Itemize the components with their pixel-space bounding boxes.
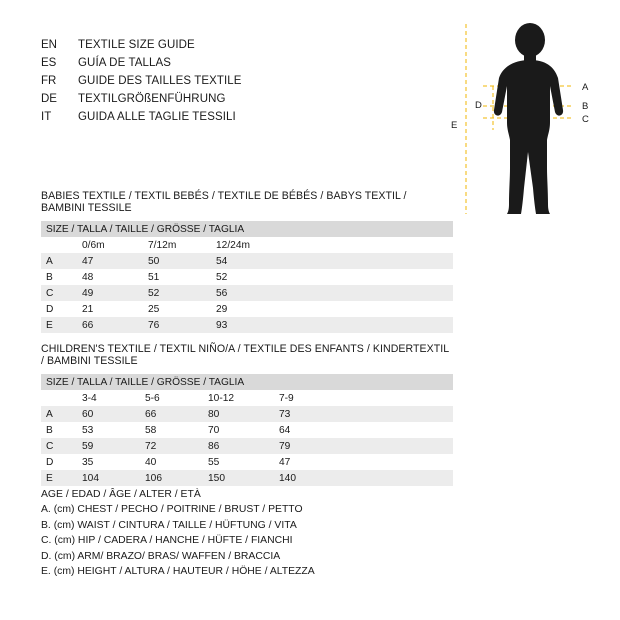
row-label: D — [41, 454, 79, 470]
language-list — [41, 36, 441, 126]
cell: 76 — [145, 317, 213, 333]
cell: 66 — [79, 317, 145, 333]
children-col-3: 10-12 — [205, 390, 276, 406]
legend-line-c: C. (cm) HIP / CADERA / HANCHE / HÜFTE / FIANCHI — [41, 535, 293, 547]
children-col-1: 3-4 — [79, 390, 142, 406]
language-text-es: GUÍA DE TALLAS — [78, 57, 172, 69]
legend-line-e: E. (cm) HEIGHT / ALTURA / HAUTEUR / HÖHE / ALTEZZA — [41, 566, 315, 578]
cell: 29 — [213, 301, 453, 317]
language-text-it: GUIDA ALLE TAGLIE TESSILI — [78, 111, 236, 123]
cell: 52 — [145, 285, 213, 301]
cell: 104 — [79, 470, 142, 486]
row-label: E — [41, 317, 79, 333]
cell: 86 — [205, 438, 276, 454]
babies-col-1: 0/6m — [79, 237, 145, 253]
babies-col-3: 12/24m — [213, 237, 453, 253]
babies-col-blank — [41, 237, 79, 253]
children-table — [41, 374, 453, 486]
cell: 80 — [205, 406, 276, 422]
language-row-it — [41, 108, 441, 126]
babies-section — [41, 190, 453, 333]
cell: 47 — [276, 454, 453, 470]
row-label: C — [41, 285, 79, 301]
children-size-header: SIZE / TALLA / TAILLE / GRÖSSE / TAGLIA — [41, 374, 453, 390]
body-figure — [445, 18, 605, 228]
cell: 55 — [205, 454, 276, 470]
cell: 52 — [213, 269, 453, 285]
babies-col-2: 7/12m — [145, 237, 213, 253]
row-label: B — [41, 422, 79, 438]
cell: 25 — [145, 301, 213, 317]
legend-line-a: A. (cm) CHEST / PECHO / POITRINE / BRUST / PETTO — [41, 504, 303, 516]
table-row — [41, 454, 453, 470]
cell: 47 — [79, 253, 145, 269]
cell: 79 — [276, 438, 453, 454]
row-label: A — [41, 406, 79, 422]
legend-title: AGE / EDAD / ÂGE / ALTER / ETÀ — [41, 489, 201, 500]
cell: 66 — [142, 406, 205, 422]
language-row-en — [41, 36, 441, 54]
cell: 58 — [142, 422, 205, 438]
babies-table — [41, 221, 453, 333]
cell: 59 — [79, 438, 142, 454]
cell: 60 — [79, 406, 142, 422]
cell: 56 — [213, 285, 453, 301]
cell: 70 — [205, 422, 276, 438]
figure-label-d: D — [475, 100, 482, 111]
language-row-de — [41, 90, 441, 108]
cell: 53 — [79, 422, 142, 438]
table-row — [41, 253, 453, 269]
language-code-en: EN — [41, 39, 57, 51]
cell: 50 — [145, 253, 213, 269]
children-col-2: 5-6 — [142, 390, 205, 406]
figure-label-b: B — [582, 101, 589, 112]
cell: 72 — [142, 438, 205, 454]
legend-line-d: D. (cm) ARM/ BRAZO/ BRAS/ WAFFEN / BRACCIA — [41, 550, 281, 562]
cell: 21 — [79, 301, 145, 317]
table-row — [41, 406, 453, 422]
babies-size-header: SIZE / TALLA / TAILLE / GRÖSSE / TAGLIA — [41, 221, 453, 237]
language-text-de: TEXTILGRÖßENFÜHRUNG — [78, 93, 226, 105]
children-section — [41, 343, 453, 486]
table-row — [41, 422, 453, 438]
babies-title: BABIES TEXTILE / TEXTIL BEBÉS / TEXTILE DE BÉBÉS / BABYS TEXTIL / BAMBINI TESSILE — [41, 190, 407, 214]
language-code-es: ES — [41, 57, 57, 69]
table-row — [41, 438, 453, 454]
row-label: C — [41, 438, 79, 454]
table-row — [41, 237, 453, 253]
table-row — [41, 285, 453, 301]
figure-label-c: C — [582, 114, 589, 125]
language-code-it: IT — [41, 111, 52, 123]
language-text-fr: GUIDE DES TAILLES TEXTILE — [78, 75, 242, 87]
cell: 48 — [79, 269, 145, 285]
table-row — [41, 390, 453, 406]
cell: 64 — [276, 422, 453, 438]
cell: 140 — [276, 470, 453, 486]
language-code-de: DE — [41, 93, 57, 105]
table-row — [41, 317, 453, 333]
legend — [41, 487, 461, 579]
figure-label-a: A — [582, 82, 589, 93]
legend-line-b: B. (cm) WAIST / CINTURA / TAILLE / HÜFTUNG / VITA — [41, 519, 297, 531]
table-row — [41, 221, 453, 237]
row-label: D — [41, 301, 79, 317]
children-title: CHILDREN'S TEXTILE / TEXTIL NIÑO/A / TEXTILE DES ENFANTS / KINDERTEXTIL / BAMBINI TESSILE — [41, 343, 449, 367]
children-col-blank — [41, 390, 79, 406]
children-col-4: 7-9 — [276, 390, 453, 406]
cell: 93 — [213, 317, 453, 333]
table-row — [41, 301, 453, 317]
cell: 40 — [142, 454, 205, 470]
language-text-en: TEXTILE SIZE GUIDE — [78, 39, 195, 51]
cell: 35 — [79, 454, 142, 470]
cell: 49 — [79, 285, 145, 301]
cell: 51 — [145, 269, 213, 285]
language-code-fr: FR — [41, 75, 57, 87]
figure-label-e: E — [451, 120, 458, 131]
language-row-es — [41, 54, 441, 72]
row-label: A — [41, 253, 79, 269]
row-label: E — [41, 470, 79, 486]
table-row — [41, 374, 453, 390]
row-label: B — [41, 269, 79, 285]
table-row — [41, 470, 453, 486]
cell: 106 — [142, 470, 205, 486]
cell: 73 — [276, 406, 453, 422]
table-row — [41, 269, 453, 285]
cell: 54 — [213, 253, 453, 269]
language-row-fr — [41, 72, 441, 90]
cell: 150 — [205, 470, 276, 486]
